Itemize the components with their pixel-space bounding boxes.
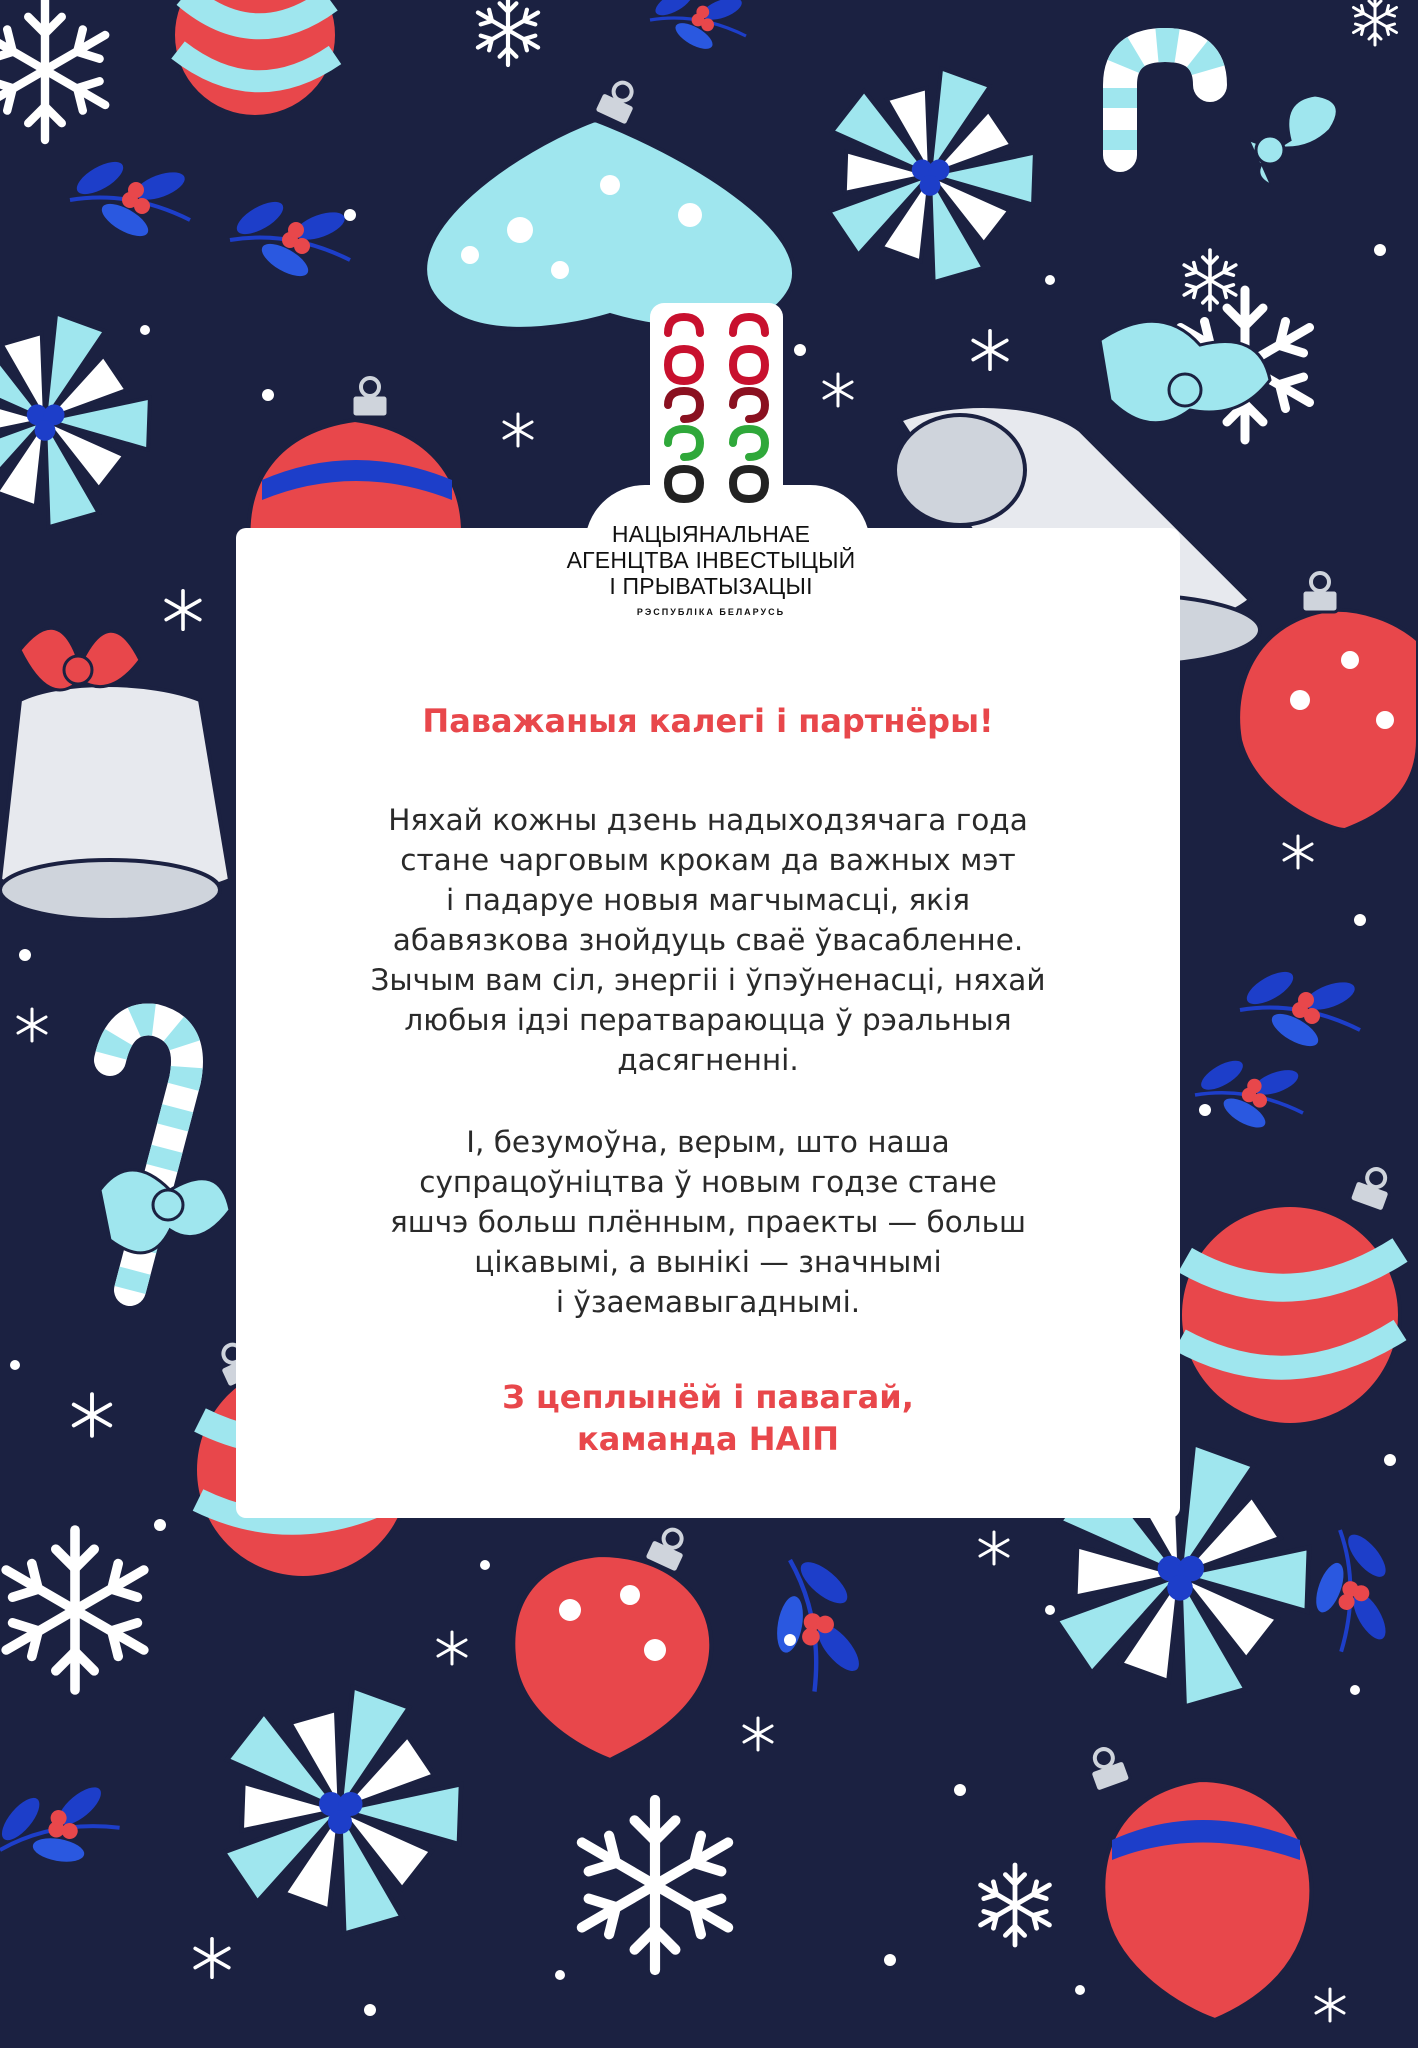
agency-name-line: НАЦЫЯНАЛЬНАЕ bbox=[611, 521, 811, 547]
ornament-icon bbox=[1084, 1743, 1312, 2020]
snowflake-icon bbox=[981, 1865, 1050, 1945]
agency-country: РЭСПУБЛІКА БЕЛАРУСЬ bbox=[636, 607, 786, 617]
logo-badge bbox=[650, 303, 783, 518]
text-line: дасягненні. bbox=[617, 1043, 799, 1077]
snowflake-icon bbox=[1184, 250, 1236, 310]
snowflake-icon bbox=[973, 331, 1007, 369]
signature-line: З цеплынёй і павагай, bbox=[502, 1378, 914, 1416]
holly-icon bbox=[650, 0, 746, 54]
snowflake-icon bbox=[166, 591, 200, 629]
snowflake-icon bbox=[504, 414, 532, 446]
letter-paragraph-2 bbox=[326, 1122, 1090, 1322]
snowflake-icon bbox=[1284, 836, 1312, 868]
snowflake-icon bbox=[824, 374, 852, 406]
agency-name bbox=[486, 521, 936, 599]
text-line: І, безумоўна, верым, што наша bbox=[466, 1125, 950, 1159]
poinsettia-icon bbox=[829, 68, 1035, 282]
snowflake-icon bbox=[1354, 0, 1397, 45]
letter-signature bbox=[236, 1376, 1180, 1460]
ornament-icon bbox=[1180, 1163, 1400, 1425]
text-line: яшчэ больш плённым, праекты — больш bbox=[389, 1205, 1027, 1239]
text-line: стане чарговым крокам да важных мэт bbox=[400, 843, 1016, 877]
text-line: любыя ідэі ператвараюцца ў рэальныя bbox=[404, 1003, 1012, 1037]
agency-name-line: АГЕНЦТВА ІНВЕСТЫЦЫЙ bbox=[566, 547, 856, 573]
agency-logo-icon bbox=[650, 303, 783, 518]
ornament-icon bbox=[1238, 573, 1418, 830]
ornament-icon bbox=[173, 0, 337, 117]
letter-paragraph-1 bbox=[326, 800, 1090, 1080]
holly-icon bbox=[70, 155, 190, 242]
poinsettia-icon bbox=[0, 313, 150, 527]
snowflake-icon bbox=[0, 0, 105, 140]
holly-icon bbox=[230, 195, 350, 282]
agency-name-line: І ПРЫВАТЫЗАЦЫІ bbox=[609, 573, 813, 599]
text-line: і падаруе новыя магчымасці, якія bbox=[446, 883, 970, 917]
snowflake-icon bbox=[1316, 1989, 1344, 2021]
candy-cane-icon bbox=[100, 1020, 230, 1291]
snowflake-icon bbox=[195, 1939, 229, 1977]
greeting-title: Паважаныя калегі і партнёры! bbox=[422, 702, 994, 740]
text-line: цікавымі, а вынікі — значнымі bbox=[474, 1245, 942, 1279]
holly-icon bbox=[0, 1767, 127, 1890]
snowflake-icon bbox=[74, 1394, 110, 1436]
snowflake-icon bbox=[980, 1532, 1008, 1564]
holly-icon bbox=[1195, 1055, 1303, 1133]
holly-icon bbox=[1240, 965, 1360, 1052]
holly-icon bbox=[746, 1543, 881, 1700]
snowflake-icon bbox=[18, 1009, 46, 1041]
holly-icon bbox=[1298, 1522, 1405, 1655]
text-line: і ўзаемавыгаднымі. bbox=[555, 1285, 861, 1319]
snowflake-icon bbox=[744, 1718, 772, 1750]
text-line: Няхай кожны дзень надыходзячага года bbox=[388, 803, 1028, 837]
ornament-icon bbox=[425, 76, 794, 329]
text-line: Зычым вам сіл, энергіі і ўпэўненасці, няхай bbox=[370, 963, 1046, 997]
text-line: абавязкова знойдуць сваё ўвасабленне. bbox=[392, 923, 1024, 957]
snowflake-icon bbox=[582, 1800, 728, 1970]
candy-cane-icon bbox=[1120, 45, 1337, 185]
snowflake-icon bbox=[478, 0, 538, 65]
poinsettia-icon bbox=[224, 1687, 461, 1934]
snowflake-icon bbox=[6, 1530, 144, 1690]
snowflake-icon bbox=[438, 1632, 466, 1664]
ornament-icon bbox=[513, 1523, 711, 1760]
text-line: супрацоўніцтва ў новым годзе стане bbox=[419, 1165, 997, 1199]
bell-icon bbox=[0, 628, 230, 920]
signature-line: каманда НАІП bbox=[577, 1420, 839, 1458]
